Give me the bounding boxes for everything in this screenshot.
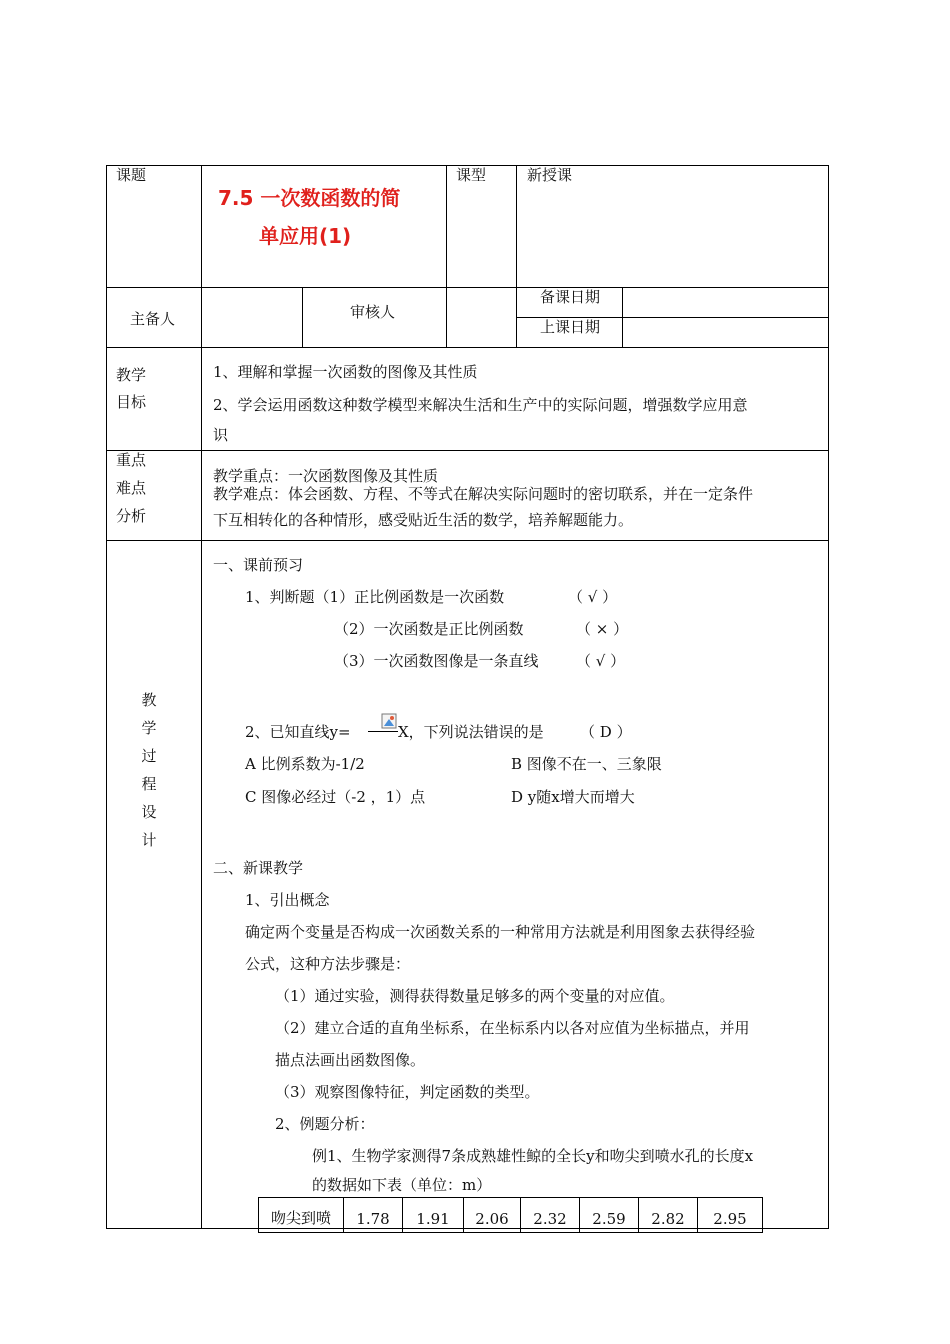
example-heading: 2、例题分析： bbox=[275, 1115, 375, 1133]
option-a: A 比例系数为-1/2 bbox=[245, 755, 365, 773]
q2-suffix: X，下列说法错误的是 bbox=[398, 723, 544, 741]
process-label-char: 设 bbox=[141, 803, 157, 821]
q1-answer3: （ √ ） bbox=[576, 652, 626, 670]
table-cell: 2.06 bbox=[464, 1198, 521, 1233]
fraction-image-icon bbox=[381, 713, 397, 729]
option-c: C 图像必经过（-2 ，1）点 bbox=[245, 788, 426, 806]
example1-line2: 的数据如下表（单位：m） bbox=[312, 1176, 492, 1194]
objective-item1: 1、理解和掌握一次函数的图像及其性质 bbox=[213, 363, 478, 381]
section-preview-heading: 一、课前预习 bbox=[213, 556, 304, 574]
teaching-difficulty-line1: 教学难点：体会函数、方程、不等式在解决实际问题时的密切联系，并在一定条件 bbox=[213, 485, 754, 503]
border-type-col bbox=[446, 165, 447, 287]
q1-answer2: （ × ） bbox=[576, 620, 629, 638]
border-left bbox=[106, 165, 107, 1229]
table-cell: 1.91 bbox=[403, 1198, 464, 1233]
prep-date-label: 备课日期 bbox=[540, 288, 601, 306]
option-d: D y随x增大而增大 bbox=[511, 788, 635, 806]
whale-data-table bbox=[258, 1197, 763, 1233]
q2-answer: （ D ） bbox=[580, 723, 632, 741]
process-label bbox=[135, 686, 163, 854]
objective-item2-line1: 2、学会运用函数这种数学模型来解决生活和生产中的实际问题，增强数学应用意 bbox=[213, 396, 748, 414]
concept-heading: 1、引出概念 bbox=[245, 891, 330, 909]
border-row4-bottom bbox=[106, 540, 828, 541]
table-cell: 1.78 bbox=[344, 1198, 403, 1233]
process-label-char: 过 bbox=[141, 747, 157, 765]
border-right bbox=[828, 165, 829, 1229]
table-row bbox=[259, 1198, 763, 1233]
step3: （3）观察图像特征，判定函数的类型。 bbox=[275, 1083, 540, 1101]
option-b: B 图像不在一、三象限 bbox=[511, 755, 662, 773]
process-label-char: 程 bbox=[141, 775, 157, 793]
step2-line1: （2）建立合适的直角坐标系，在坐标系内以各对应值为坐标描点，并用 bbox=[275, 1019, 750, 1037]
lesson-title-line1: 7.5 一次数函数的简 bbox=[218, 186, 401, 210]
border-type-value-col bbox=[516, 165, 517, 347]
q1-statement2: （2）一次函数是正比例函数 bbox=[334, 620, 524, 638]
objectives-label-line1: 教学 bbox=[116, 366, 147, 384]
topic-label: 课题 bbox=[116, 166, 147, 184]
process-label-char: 教 bbox=[141, 691, 157, 709]
step1: （1）通过实验，测得获得数量足够多的两个变量的对应值。 bbox=[275, 987, 675, 1005]
lesson-title-line2: 单应用(1) bbox=[259, 224, 352, 248]
type-value: 新授课 bbox=[527, 166, 573, 184]
q1-statement1: 1、判断题（1）正比例函数是一次函数 bbox=[245, 588, 505, 606]
table-cell: 2.82 bbox=[639, 1198, 698, 1233]
teaching-focus: 教学重点：一次函数图像及其性质 bbox=[213, 467, 439, 485]
border-preparer-col bbox=[302, 287, 303, 347]
process-label-char: 学 bbox=[141, 719, 157, 737]
concept-para-line2: 公式，这种方法步骤是： bbox=[245, 955, 411, 973]
border-label-col bbox=[201, 165, 202, 1229]
table-cell: 2.59 bbox=[580, 1198, 639, 1233]
keypoints-label-line1: 重点 bbox=[116, 451, 147, 469]
keypoints-label-line3: 分析 bbox=[116, 507, 147, 525]
border-reviewer-col bbox=[446, 287, 447, 347]
keypoints-label-line2: 难点 bbox=[116, 479, 147, 497]
border-row2-bottom bbox=[106, 347, 828, 348]
q2-prefix: 2、已知直线y= bbox=[245, 723, 351, 741]
q1-answer1: （ √ ） bbox=[568, 588, 618, 606]
type-label: 课型 bbox=[456, 166, 487, 184]
example1-line1: 例1、生物学家测得7条成熟雄性鲸的全长y和吻尖到喷水孔的长度x bbox=[312, 1147, 754, 1165]
table-cell: 2.32 bbox=[521, 1198, 580, 1233]
teaching-difficulty-line2: 下互相转化的各种情形，感受贴近生活的数学，培养解题能力。 bbox=[213, 511, 634, 529]
reviewer-label: 审核人 bbox=[350, 303, 396, 321]
process-label-char: 计 bbox=[141, 831, 157, 849]
class-date-label: 上课日期 bbox=[540, 318, 601, 336]
concept-para-line1: 确定两个变量是否构成一次函数关系的一种常用方法就是利用图象去获得经验 bbox=[245, 923, 756, 941]
table-cell: 2.95 bbox=[698, 1198, 763, 1233]
border-date-col bbox=[622, 287, 623, 347]
q1-statement3: （3）一次函数图像是一条直线 bbox=[334, 652, 539, 670]
objective-item2-line2: 识 bbox=[213, 426, 229, 444]
table-header-cell: 吻尖到喷 bbox=[259, 1198, 344, 1233]
border-row3-bottom bbox=[106, 450, 828, 451]
preparer-label: 主备人 bbox=[130, 310, 176, 328]
objectives-label-line2: 目标 bbox=[116, 393, 147, 411]
border-row1-bottom bbox=[106, 287, 828, 288]
step2-line2: 描点法画出函数图像。 bbox=[275, 1051, 426, 1069]
section-new-lesson-heading: 二、新课教学 bbox=[213, 859, 304, 877]
fraction-bar bbox=[368, 731, 398, 732]
